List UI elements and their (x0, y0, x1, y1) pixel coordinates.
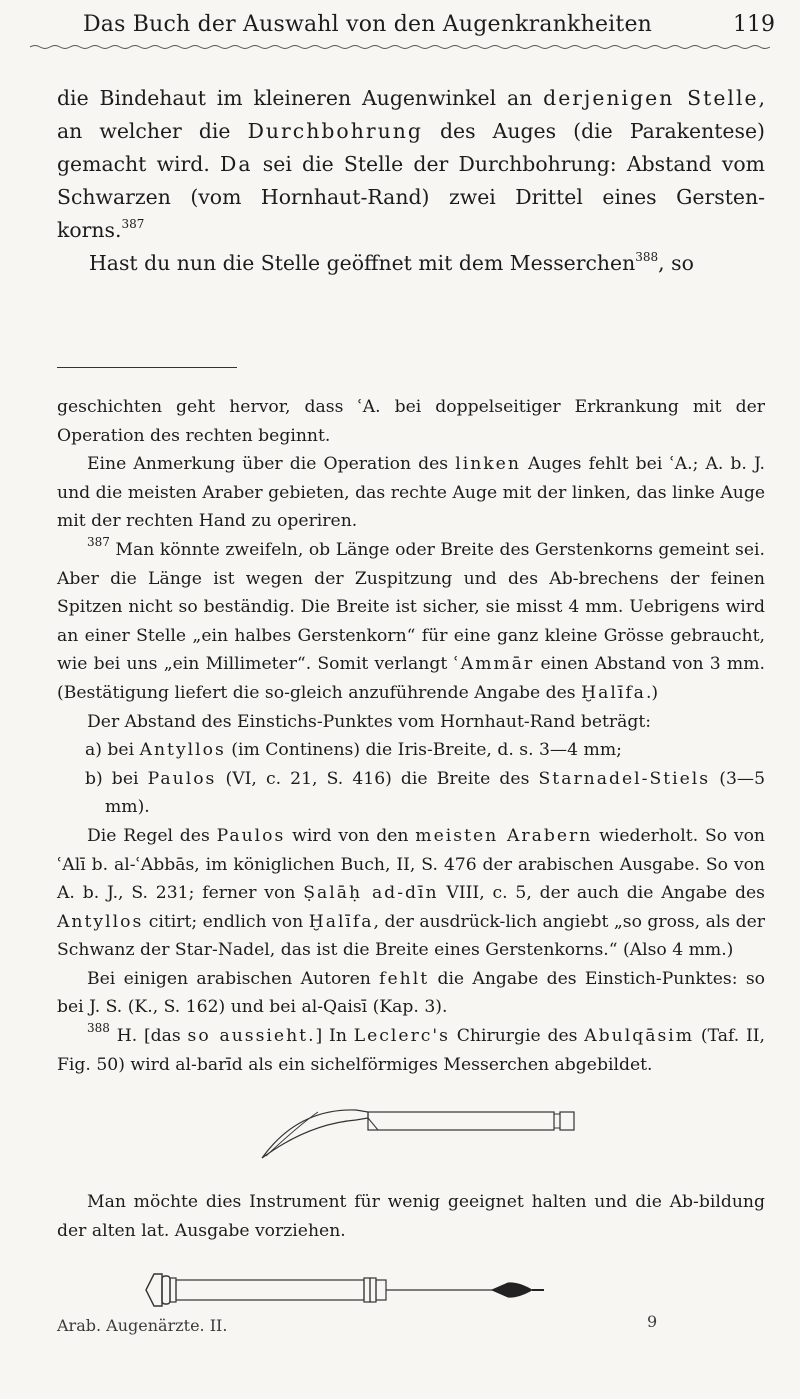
lancet-instrument-drawing (140, 1266, 560, 1314)
list-item: b) bei Paulos (VI, c. 21, S. 416) die Breite des Starnadel-Stiels (3—5 mm). (85, 768, 765, 818)
footnote-388: $^{388}$ H. [das so aussieht.] In Leclerc's Chirurgie des Abulqāsim (Taf. II, Fig. 50) wird al-barīd als ein sichelförmiges Messerchen abgebildet. (57, 1021, 766, 1075)
sheet-number: 9 (647, 1312, 658, 1331)
main-text (57, 82, 765, 280)
footnote-divider (57, 367, 237, 368)
figure-commentary: Man möchte dies Instrument für wenig geeignet halten und die Ab-bildung der alten lat. Ausgabe vorziehen. (57, 1192, 765, 1241)
main-paragraph-2: Hast du nun die Stelle geöffnet mit dem Messerchen$^{388}$, so (89, 250, 694, 275)
sickle-knife-drawing (258, 1098, 576, 1162)
footnote-387: $^{387}$ Man könnte zweifeln, ob Länge oder Breite des Gerstenkorns gemeint sei. Aber die Länge ist wegen der Zuspitzung und des Ab-brechens der feinen Spitzen nicht so beständig. Die Breite ist sicher, sie misst 4 mm. Uebrigens wird an einer Stelle „ein halbes Gerstenkorn“ für eine ganz kleine Grösse gebraucht, wie bei uns „ein Millimeter“. Somit verlangt ʿAmmār einen Abstand von 3 mm. (Bestätigung liefert die so-gleich anzuführende Angabe des Ḫalīfa.) (57, 534, 765, 703)
signature-caption: Arab. Augenärzte. II. (57, 1316, 228, 1335)
running-header (30, 8, 775, 48)
footnote-text: Eine Anmerkung über die Operation des linken Auges fehlt bei ʿA.; A. b. J. und die meisten Araber gebieten, das rechte Auge mit der linken, das linke Auge mit der rechten Hand zu operiren. (57, 454, 765, 532)
footnote-ref: 387 (121, 217, 145, 231)
footnote-text: geschichten geht hervor, dass ʿA. bei doppelseitiger Erkrankung mit der Operation des rechten beginnt. (57, 397, 765, 446)
footnote-ref: 388 (635, 250, 659, 264)
footnote-text: Bei einigen arabischen Autoren fehlt die Angabe des Einstich-Punktes: so bei J. S. (K., S. 162) und bei al-Qaisī (Kap. 3). (57, 968, 765, 1018)
list-item: a) bei Antyllos (im Continens) die Iris-Breite, d. s. 3—4 mm; (85, 740, 622, 761)
page-number: 119 (733, 12, 775, 37)
running-title: Das Buch der Auswahl von den Augenkrankheiten (82, 12, 653, 37)
footnote-text: Der Abstand des Einstichs-Punktes vom Hornhaut-Rand beträgt: (87, 711, 652, 732)
footnotes (57, 393, 765, 1079)
footnote-text: Die Regel des Paulos wird von den meisten Arabern wiederholt. So von ʿAlī b. al-ʿAbbās, im königlichen Buch, II, S. 476 der arabischen Ausgabe. So von A. b. J., S. 231; ferner von Ṣalāḥ ad-dīn VIII, c. 5, der auch die Angabe des Antyllos citirt; endlich von Ḫalīfa, der ausdrück-lich angiebt „so gross, als der Schwanz der Star-Nadel, das ist die Breite eines Gerstenkorns.“ (Also 4 mm.) (57, 825, 765, 961)
wavy-rule-ornament (30, 44, 775, 50)
main-paragraph-1: die Bindehaut im kleineren Augenwinkel an derjenigen Stelle, an welcher die Durchbohrung des Auges (die Parakentese) gemacht wird. Da sei die Stelle der Durchbohrung: Abstand vom Schwarzen (vom Hornhaut-Rand) zwei Drittel eines Gersten-korns.$^{387}$ (57, 86, 766, 242)
